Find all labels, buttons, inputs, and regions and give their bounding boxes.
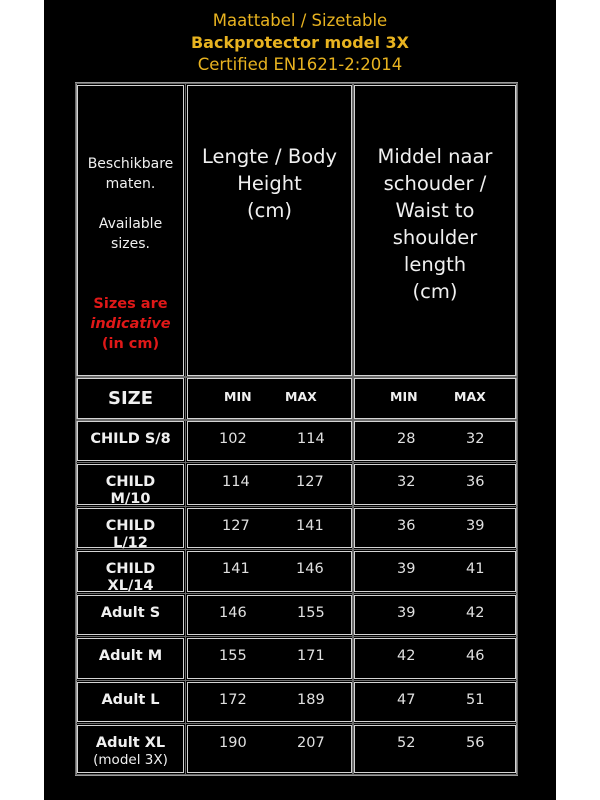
height-min-value: 141 [222,561,250,577]
title-block [44,10,556,76]
available-nl-line2: maten. [105,176,156,192]
height-min-value: 146 [219,605,247,621]
height-min-value: 102 [219,431,247,447]
waist-max-value: 51 [466,692,485,708]
height-header-cell [187,85,352,376]
table-row-size [77,682,184,722]
available-en-line2: sizes. [111,236,150,252]
size-label-sub: (model 3X) [93,752,168,768]
indicative-line1: Sizes are [93,296,168,312]
height-min-value: 155 [219,648,247,664]
height-max-value: 171 [297,648,325,664]
height-max-value: 114 [297,431,325,447]
table-row-waist [354,421,516,461]
height-max-value: 127 [296,474,324,490]
table-row-size [77,725,184,773]
waist-header-line1: Middel naar [377,145,493,168]
waist-min-label: MIN [390,389,418,404]
waist-minmax-header [354,378,516,419]
size-label: Adult L [101,692,160,708]
size-label: Adult S [100,605,161,621]
available-nl-line1: Beschikbare [87,156,174,172]
size-label-sub: XL/14 [107,578,154,594]
info-cell [77,85,184,376]
size-chart-panel [44,0,556,800]
table-row-waist [354,682,516,722]
table-row-size [77,508,184,551]
waist-header-line5: length [403,253,467,276]
size-column-header: SIZE [77,378,184,419]
chart-title: Maattabel / Sizetable [212,11,388,30]
height-header-line1: Lengte / Body [201,145,338,168]
table-row-height [187,725,352,773]
table-row-size [77,464,184,505]
waist-min-value: 52 [397,735,416,751]
table-row-height [187,595,352,635]
table-row-waist [354,551,516,592]
waist-max-value: 32 [466,431,485,447]
waist-max-value: 41 [466,561,485,577]
waist-max-label: MAX [454,389,486,404]
height-min-value: 127 [222,518,250,534]
waist-min-value: 39 [397,561,416,577]
waist-header-cell [354,85,516,376]
waist-min-value: 28 [397,431,416,447]
product-name: Backprotector model 3X [190,33,410,52]
certification: Certified EN1621-2:2014 [197,55,403,74]
size-label-sub: M/10 [110,491,151,507]
table-row-height [187,551,352,592]
height-max-value: 141 [296,518,324,534]
height-min-value: 114 [222,474,250,490]
height-header-line2: Height [237,172,302,195]
table-row-waist [354,638,516,679]
waist-min-value: 32 [397,474,416,490]
height-min-label: MIN [224,389,252,404]
table-row-height [187,638,352,679]
size-label: CHILD S/8 [90,431,171,447]
available-en-line1: Available [98,216,163,232]
table-row-height [187,508,352,548]
waist-header-line3: Waist to [395,199,475,222]
table-row-size [77,551,184,592]
waist-header-line2: schouder / [383,172,487,195]
height-max-value: 146 [296,561,324,577]
indicative-line2: indicative [90,316,171,332]
waist-min-value: 47 [397,692,416,708]
table-row-size [77,421,184,461]
height-min-value: 172 [219,692,247,708]
waist-max-value: 42 [466,605,485,621]
size-label: Adult M [98,648,163,664]
height-max-value: 155 [297,605,325,621]
waist-max-value: 46 [466,648,485,664]
table-row-size [77,595,184,635]
waist-min-value: 36 [397,518,416,534]
height-max-label: MAX [285,389,317,404]
table-row-height [187,421,352,461]
waist-max-value: 36 [466,474,485,490]
height-max-value: 207 [297,735,325,751]
table-row-waist [354,508,516,548]
table-row-waist [354,725,516,773]
table-row-height [187,682,352,722]
table-row-height [187,464,352,505]
size-label: Adult XL [95,735,166,751]
height-min-value: 190 [219,735,247,751]
size-label: CHILD [105,474,156,490]
waist-min-value: 39 [397,605,416,621]
waist-min-value: 42 [397,648,416,664]
waist-max-value: 39 [466,518,485,534]
waist-max-value: 56 [466,735,485,751]
size-label: CHILD [105,561,156,577]
height-minmax-header [187,378,352,419]
table-row-waist [354,464,516,505]
height-max-value: 189 [297,692,325,708]
waist-header-line6: (cm) [412,280,458,303]
table-row-size [77,638,184,679]
height-header-line3: (cm) [247,199,292,222]
size-label-sub: L/12 [113,535,148,551]
indicative-line3: (in cm) [101,336,160,352]
waist-header-line4: shoulder [392,226,478,249]
table-row-waist [354,595,516,635]
size-label: CHILD [105,518,156,534]
